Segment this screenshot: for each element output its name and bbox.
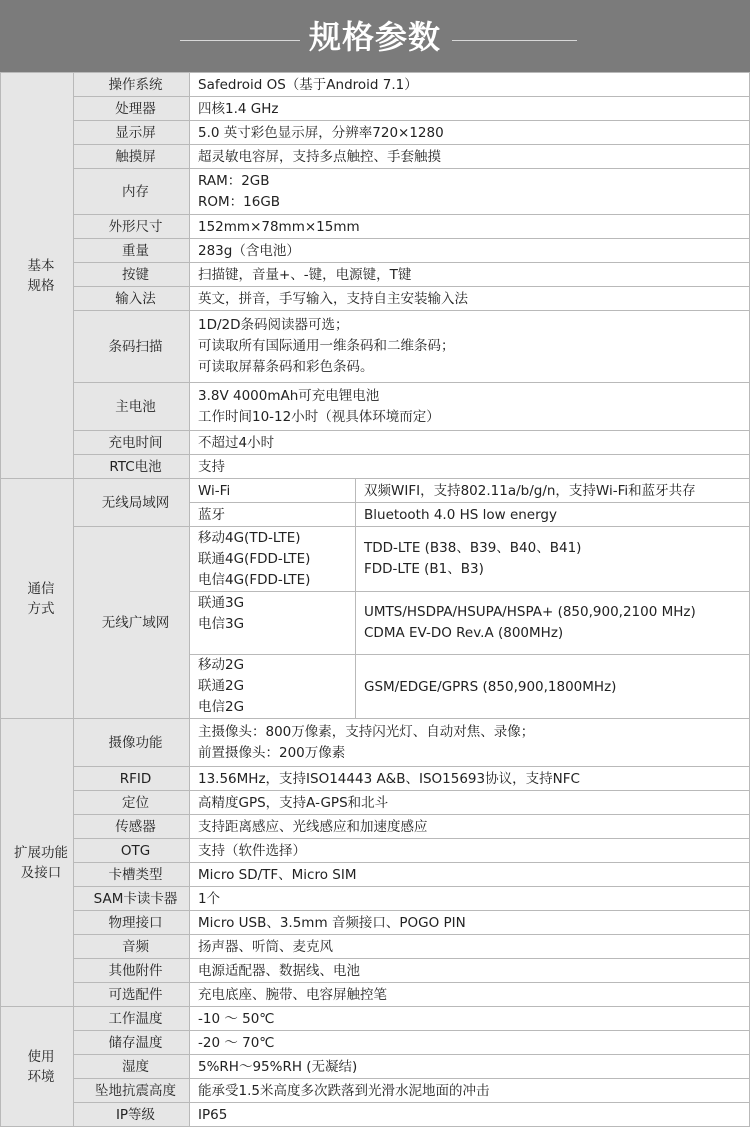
spec-label: 可选配件 — [74, 983, 190, 1007]
spec-value-line: 工作时间10-12小时（视具体环境而定） — [198, 408, 440, 425]
spec-value: 支持 — [190, 455, 750, 479]
spec-value: 扫描键，音量+、-键，电源键，T键 — [190, 263, 750, 287]
table-row — [1, 239, 750, 263]
spec-value: 5.0 英寸彩色显示屏，分辨率720×1280 — [190, 121, 750, 145]
section-title-line: 使用 — [27, 1048, 55, 1065]
section-title-line: 基本 — [27, 257, 55, 274]
spec-table — [0, 72, 750, 1127]
spec-label: IP等级 — [74, 1103, 190, 1127]
spec-value: 支持距离感应、光线感应和加速度感应 — [190, 815, 750, 839]
spec-sublabel — [190, 655, 356, 719]
table-row — [1, 1031, 750, 1055]
spec-value-line: 可读取屏幕条码和彩色条码。 — [198, 359, 374, 375]
table-row — [1, 983, 750, 1007]
section-ext — [1, 719, 74, 1007]
spec-value: GSM/EDGE/GPRS (850,900,1800MHz) — [356, 655, 750, 719]
section-title-line: 方式 — [27, 600, 55, 617]
spec-value: 13.56MHz，支持ISO14443 A&B、ISO15693协议，支持NFC — [190, 767, 750, 791]
spec-label: 输入法 — [74, 287, 190, 311]
spec-label: 触摸屏 — [74, 145, 190, 169]
spec-label: 重量 — [74, 239, 190, 263]
spec-value: 充电底座、腕带、电容屏触控笔 — [190, 983, 750, 1007]
spec-label: 湿度 — [74, 1055, 190, 1079]
table-row — [1, 815, 750, 839]
spec-label: 卡槽类型 — [74, 863, 190, 887]
table-row — [1, 263, 750, 287]
spec-value: 283g（含电池） — [190, 239, 750, 263]
spec-value-line: TDD-LTE (B38、B39、B40、B41) — [364, 540, 582, 556]
table-row — [1, 839, 750, 863]
spec-label: 工作温度 — [74, 1007, 190, 1031]
spec-value: Micro USB、3.5mm 音频接口、POGO PIN — [190, 911, 750, 935]
table-row — [1, 455, 750, 479]
spec-value: 5%RH～95%RH (无凝结) — [190, 1055, 750, 1079]
spec-value — [356, 592, 750, 655]
spec-label: 其他附件 — [74, 959, 190, 983]
spec-value: 支持（软件选择） — [190, 839, 750, 863]
spec-value-line: FDD-LTE (B1、B3) — [364, 561, 484, 577]
section-title-line: 通信 — [27, 580, 55, 597]
spec-label: 外形尺寸 — [74, 215, 190, 239]
spec-label: 储存温度 — [74, 1031, 190, 1055]
spec-label: 内存 — [74, 169, 190, 215]
title-rule-right — [452, 40, 577, 41]
spec-sublabel-line: 联通2G — [198, 678, 245, 694]
spec-label: 定位 — [74, 791, 190, 815]
spec-value-line: 3.8V 4000mAh可充电锂电池 — [198, 387, 380, 404]
section-env — [1, 1007, 74, 1127]
table-row — [1, 887, 750, 911]
spec-sublabel-line: 电信4G(FDD-LTE) — [198, 571, 311, 588]
spec-value-line: 1D/2D条码阅读器可选； — [198, 317, 349, 333]
spec-label: 条码扫描 — [74, 311, 190, 383]
spec-label: 坠地抗震高度 — [74, 1079, 190, 1103]
spec-label: 物理接口 — [74, 911, 190, 935]
spec-label: OTG — [74, 839, 190, 863]
spec-sublabel-line: 移动2G — [198, 657, 245, 673]
spec-label: 无线局域网 — [74, 479, 190, 527]
spec-sublabel: Wi-Fi — [190, 479, 356, 503]
spec-sublabel: 蓝牙 — [190, 503, 356, 527]
spec-value-line: UMTS/HSDPA/HSUPA/HSPA+ (850,900,2100 MHz) — [364, 604, 696, 620]
table-row — [1, 431, 750, 455]
spec-value-line: 主摄像头：800万像素，支持闪光灯、自动对焦、录像； — [198, 723, 535, 740]
spec-value — [190, 383, 750, 431]
spec-value — [190, 169, 750, 215]
spec-label: 按键 — [74, 263, 190, 287]
spec-label: 传感器 — [74, 815, 190, 839]
spec-value: 四核1.4 GHz — [190, 97, 750, 121]
table-row — [1, 1079, 750, 1103]
spec-value: 不超过4小时 — [190, 431, 750, 455]
table-row — [1, 73, 750, 97]
table-row — [1, 911, 750, 935]
page-title: 规格参数 — [308, 18, 441, 56]
section-comm — [1, 479, 74, 719]
table-row — [1, 719, 750, 767]
spec-sublabel-line: 电信3G — [198, 616, 245, 632]
table-row — [1, 527, 750, 592]
spec-sublabel-line: 联通3G — [198, 595, 245, 611]
spec-label: RTC电池 — [74, 455, 190, 479]
section-title-line: 扩展功能 — [14, 844, 68, 861]
table-row — [1, 97, 750, 121]
table-row — [1, 863, 750, 887]
table-row — [1, 1103, 750, 1127]
spec-value: 扬声器、听筒、麦克风 — [190, 935, 750, 959]
section-title-line: 环境 — [27, 1068, 55, 1085]
spec-value: 电源适配器、数据线、电池 — [190, 959, 750, 983]
spec-value — [190, 311, 750, 383]
spec-sublabel — [190, 592, 356, 655]
spec-value-line: 可读取所有国际通用一维条码和二维条码； — [198, 338, 455, 354]
spec-label: 音频 — [74, 935, 190, 959]
spec-value-line: CDMA EV-DO Rev.A (800MHz) — [364, 625, 564, 641]
table-row — [1, 145, 750, 169]
table-row — [1, 767, 750, 791]
table-row — [1, 1055, 750, 1079]
table-row — [1, 311, 750, 383]
spec-value: Bluetooth 4.0 HS low energy — [356, 503, 750, 527]
spec-value: 双频WIFI，支持802.11a/b/g/n，支持Wi-Fi和蓝牙共存 — [356, 479, 750, 503]
spec-value: -20 ～ 70℃ — [190, 1031, 750, 1055]
section-title-line: 及接口 — [20, 864, 62, 881]
table-row — [1, 1007, 750, 1031]
spec-sublabel-line: 联通4G(FDD-LTE) — [198, 550, 311, 567]
table-row — [1, 169, 750, 215]
section-title-line: 规格 — [27, 277, 55, 294]
table-row — [1, 935, 750, 959]
spec-value: 1个 — [190, 887, 750, 911]
header-banner — [0, 0, 750, 72]
spec-label: RFID — [74, 767, 190, 791]
spec-value: 高精度GPS，支持A-GPS和北斗 — [190, 791, 750, 815]
spec-value: IP65 — [190, 1103, 750, 1127]
spec-value — [190, 719, 750, 767]
spec-sublabel-line: 移动4G(TD-LTE) — [198, 529, 301, 546]
spec-value: 超灵敏电容屏，支持多点触控、手套触摸 — [190, 145, 750, 169]
spec-label: 主电池 — [74, 383, 190, 431]
spec-value — [356, 527, 750, 592]
table-row — [1, 287, 750, 311]
spec-label: SAM卡读卡器 — [74, 887, 190, 911]
spec-value: 英文，拼音，手写输入，支持自主安装输入法 — [190, 287, 750, 311]
table-row — [1, 791, 750, 815]
spec-label: 处理器 — [74, 97, 190, 121]
table-row — [1, 479, 750, 503]
spec-label: 充电时间 — [74, 431, 190, 455]
spec-sublabel — [190, 527, 356, 592]
spec-value-line: ROM：16GB — [198, 193, 281, 210]
spec-label: 操作系统 — [74, 73, 190, 97]
spec-value-line: RAM：2GB — [198, 172, 270, 189]
spec-value-line: 前置摄像头：200万像素 — [198, 744, 346, 761]
spec-label: 摄像功能 — [74, 719, 190, 767]
table-row — [1, 383, 750, 431]
spec-value: 能承受1.5米高度多次跌落到光滑水泥地面的冲击 — [190, 1079, 750, 1103]
table-row — [1, 959, 750, 983]
spec-value: -10 ～ 50℃ — [190, 1007, 750, 1031]
spec-label: 无线广域网 — [74, 527, 190, 719]
spec-sublabel-line: 电信2G — [198, 699, 245, 715]
table-row — [1, 121, 750, 145]
spec-value: Micro SD/TF、Micro SIM — [190, 863, 750, 887]
spec-value: 152mm×78mm×15mm — [190, 215, 750, 239]
spec-label: 显示屏 — [74, 121, 190, 145]
section-basic — [1, 73, 74, 479]
table-row — [1, 215, 750, 239]
spec-value: Safedroid OS（基于Android 7.1） — [190, 73, 750, 97]
